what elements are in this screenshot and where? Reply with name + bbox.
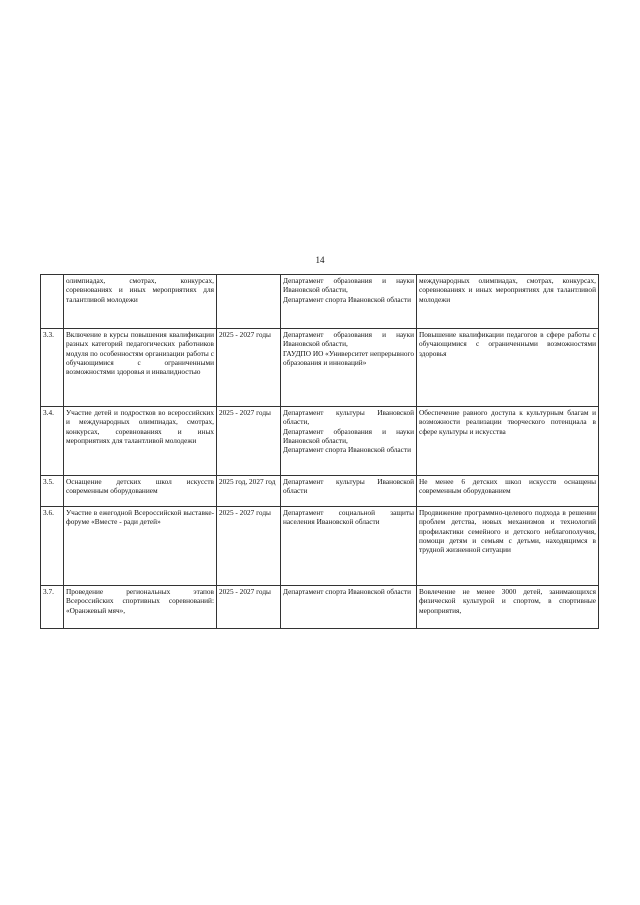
measure-term: 2025 - 2027 годы <box>217 329 281 407</box>
measure-executors: Департамент спорта Ивановской области <box>281 586 417 629</box>
measure-executors: Департамент образования и науки Ивановской области, Департамент спорта Ивановской области <box>281 275 417 329</box>
row-number <box>41 275 64 329</box>
measure-executors: Департамент культуры Ивановской области, Департамент образования и науки Ивановской области, Департамент спорта Ивановской области <box>281 407 417 476</box>
measure-name: Проведение региональных этапов Всероссийских спортивных соревнований: «Оранжевый мяч», <box>64 586 217 629</box>
table-row <box>41 407 599 476</box>
table-row <box>41 476 599 507</box>
measure-term <box>217 275 281 329</box>
measures-table <box>40 274 599 629</box>
measure-result: Обеспечение равного доступа к культурным благам и возможности реализации творческого потенциала в сфере культуры и искусства <box>417 407 599 476</box>
row-number: 3.6. <box>41 507 64 586</box>
measure-result: Повышение квалификации педагогов в сфере работы с обучающимися с ограниченными возможностями здоровья <box>417 329 599 407</box>
measure-executors: Департамент социальной защиты населения Ивановской области <box>281 507 417 586</box>
table-row <box>41 586 599 629</box>
measure-name: Участие в ежегодной Всероссийской выставке-форуме «Вместе - ради детей» <box>64 507 217 586</box>
measure-term: 2025 - 2027 годы <box>217 586 281 629</box>
measure-executors: Департамент культуры Ивановской области <box>281 476 417 507</box>
measure-name: Оснащение детских школ искусств современным оборудованием <box>64 476 217 507</box>
row-number: 3.5. <box>41 476 64 507</box>
measure-term: 2025 - 2027 годы <box>217 507 281 586</box>
row-number: 3.4. <box>41 407 64 476</box>
measure-term: 2025 год, 2027 год <box>217 476 281 507</box>
page-number: 14 <box>315 255 325 265</box>
row-number: 3.3. <box>41 329 64 407</box>
measure-result: Продвижение программно-целевого подхода в решении проблем детства, новых механизмов и технологий профилактики семейного и детского неблагополучия, помощи детям и семьям с детьми, находящимся в трудной жизненной ситуации <box>417 507 599 586</box>
measure-name: Включение в курсы повышения квалификации разных категорий педагогических работников модуля по особенностям организации работы с обучающимися с ограниченными возможностями здоровья и инвалидностью <box>64 329 217 407</box>
measure-result: Вовлечение не менее 3000 детей, занимающихся физической культурой и спортом, в спортивные мероприятия, <box>417 586 599 629</box>
measure-result: международных олимпиадах, смотрах, конкурсах, соревнованиях и иных мероприятиях для талантливой молодежи <box>417 275 599 329</box>
measure-result: Не менее 6 детских школ искусств оснащены современным оборудованием <box>417 476 599 507</box>
measure-executors: Департамент образования и науки Ивановской области, ГАУДПО ИО «Университет непрерывного образования и инноваций» <box>281 329 417 407</box>
table-row <box>41 329 599 407</box>
table-row <box>41 507 599 586</box>
measure-name: олимпиадах, смотрах, конкурсах, соревнованиях и иных мероприятиях для талантливой молодежи <box>64 275 217 329</box>
measure-term: 2025 - 2027 годы <box>217 407 281 476</box>
measure-name: Участие детей и подростков во всероссийских и международных олимпиадах, смотрах, конкурсах, соревнованиях и иных мероприятиях для талантливой молодежи <box>64 407 217 476</box>
row-number: 3.7. <box>41 586 64 629</box>
table-row <box>41 275 599 329</box>
